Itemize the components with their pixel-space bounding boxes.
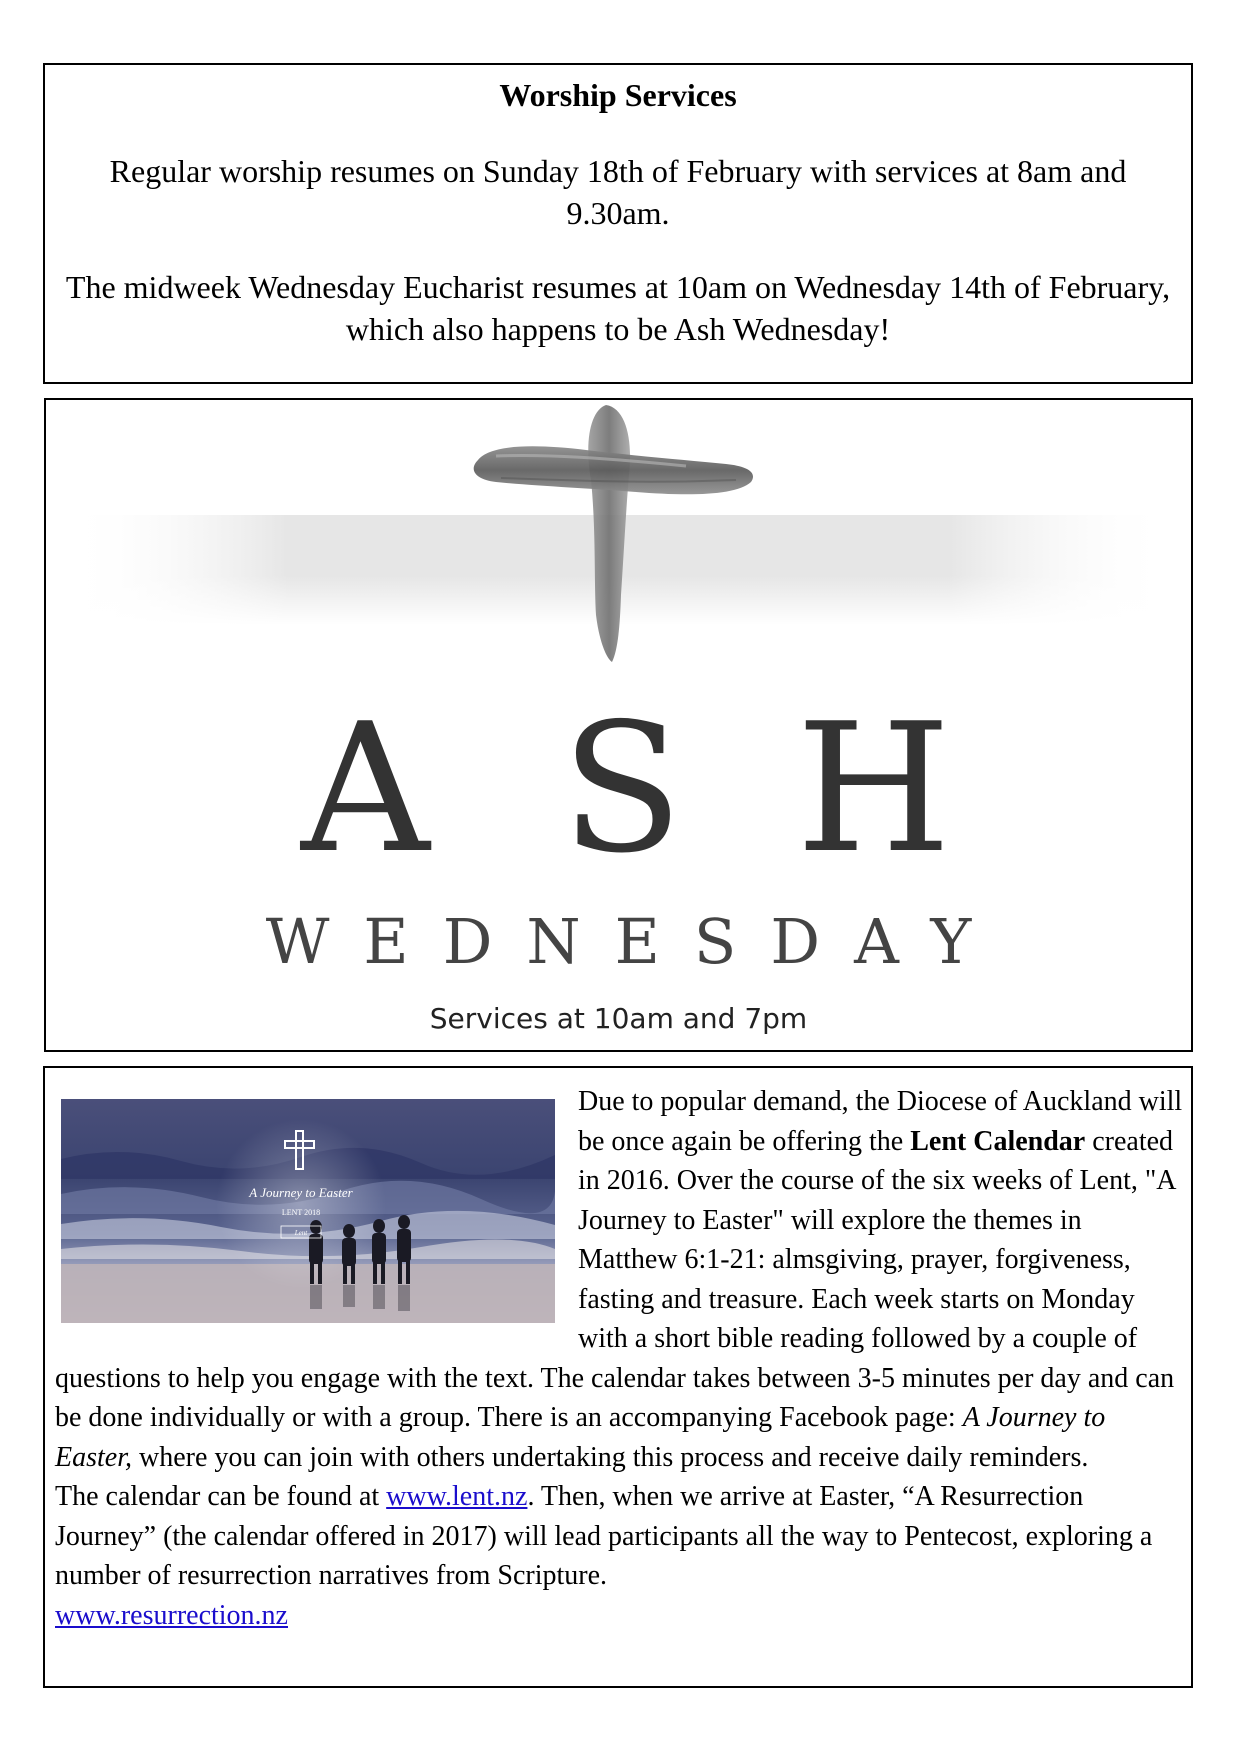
lent-calendar-bold: Lent Calendar xyxy=(910,1125,1086,1157)
ash-letter-h: H xyxy=(796,685,952,892)
ash-letter-s: S xyxy=(561,685,683,892)
resurrection-journey-text: . Then, when we arrive at Easter, “A Resurrection Journey” (the calendar offered in 2017) will lead participants all the way to Pentecost, exploring a number of resurrection narratives from Scripture. xyxy=(55,1481,1153,1591)
ash-letter-a: A xyxy=(301,685,430,892)
lent-intro-text: Due to popular demand, the Diocese of Auckland will be once again be offering the xyxy=(578,1086,1183,1157)
image-lent-button-label: Lent xyxy=(294,1229,308,1237)
worship-services-box xyxy=(43,63,1193,384)
lent-link[interactable]: www.lent.nz xyxy=(386,1481,528,1512)
worship-midweek-paragraph: The midweek Wednesday Eucharist resumes at 10am on Wednesday 14th of February, which also happens to be Ash Wednesday! xyxy=(65,269,1171,347)
image-title-text: A Journey to Easter xyxy=(249,1185,353,1200)
ash-services-times: Services at 10am and 7pm xyxy=(429,1002,808,1035)
beach-scene-graphic xyxy=(61,1099,555,1323)
journey-to-easter-image xyxy=(61,1099,555,1323)
resurrection-link[interactable]: www.resurrection.nz xyxy=(55,1599,288,1631)
worship-regular-paragraph: Regular worship resumes on Sunday 18th of February with services at 8am and 9.30am. xyxy=(109,153,1127,231)
image-subtitle-text: LENT 2018 xyxy=(281,1208,321,1217)
lent-calendar-box xyxy=(43,1066,1193,1688)
ash-wednesday-subtitle: WEDNESDAY xyxy=(265,905,1006,978)
lent-description-text: created in 2016. Over the course of the six weeks of Lent, "A Journey to Easter" will explore the themes in Matthew 6:1-21: almsgiving, prayer, forgiveness, fasting and treasure. Each week starts on Monday with a short bible reading followed by a couple of questions to help you engage with the text. The calendar takes between 3-5 minutes per day and can be done individually or with a group. There is an accompanying Facebook page: xyxy=(55,1125,1175,1433)
worship-services-title: Worship Services xyxy=(499,77,737,113)
ash-wednesday-poster xyxy=(44,398,1193,1052)
calendar-location-text: The calendar can be found at xyxy=(55,1481,387,1512)
facebook-description-text: where you can join with others undertaking this process and receive daily reminders. xyxy=(132,1441,1089,1473)
facebook-page-name: A Journey to Easter, xyxy=(55,1402,1106,1473)
